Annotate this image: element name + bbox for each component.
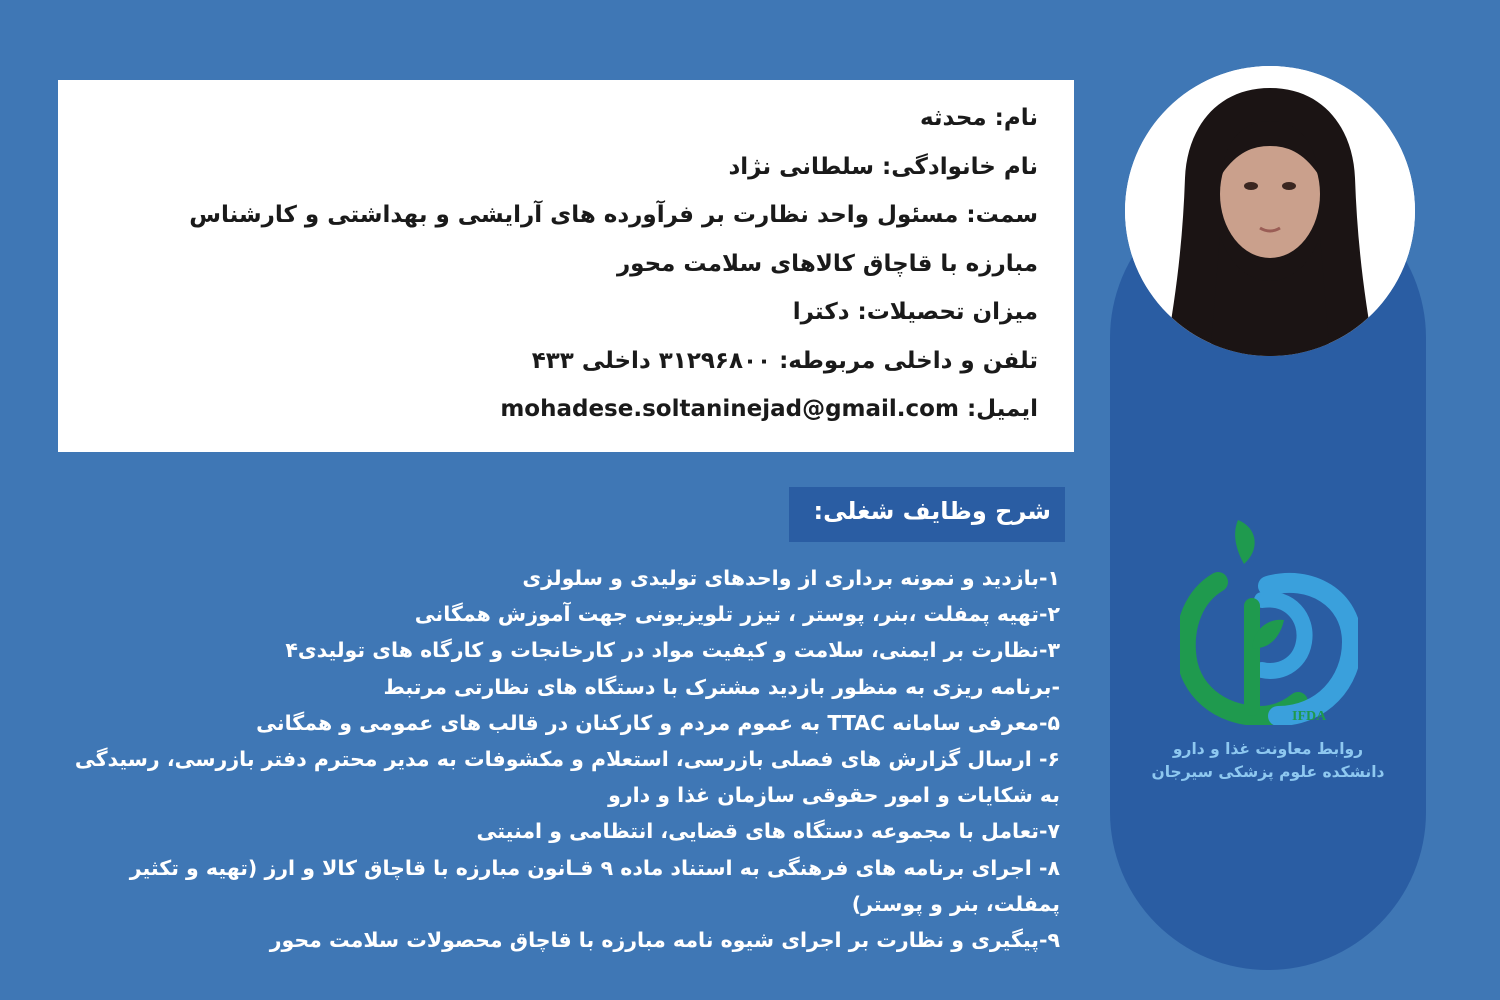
duty-item: ۳-نظارت بر ایمنی، سلامت و کیفیت مواد در کارخانجات و کارگاه های تولیدی۴ [285,638,1060,663]
ifda-logo-text: IFDA [1292,709,1327,724]
phone-line [98,337,1038,386]
organization-line-1: روابط معاونت غذا و دارو [1172,740,1364,758]
duty-item: -برنامه ریزی به منظور بازدید مشترک با دستگاه های نظارتی مرتبط [383,674,1060,699]
profile-photo [1125,66,1415,356]
education-line: میزان تحصیلات: دکترا [792,299,1038,325]
duties-list [40,560,1060,958]
email-label: ایمیل: [958,396,1038,422]
email-line [98,385,1038,434]
position-line-continued: مبارزه با قاچاق کالاهای سلامت محور [616,250,1038,277]
email-value: mohadese.soltaninejad@gmail.com [500,396,959,422]
duty-item: ۶- ارسال گزارش های فصلی بازرسی، استعلام و مکشوفات به مدیر محترم دفتر بازرسی، رسیدگی [74,747,1060,772]
phone-label: تلفن و داخلی مربوطه: [771,347,1038,374]
ifda-logo [1180,520,1358,725]
family-name-line: نام خانوادگی: سلطانی نژاد [728,153,1038,180]
organization-caption [1112,738,1424,784]
position-line: سمت: مسئول واحد نظارت بر فرآورده های آرایشی و بهداشتی و کارشناس [189,202,1038,228]
duty-item: ۹-پیگیری و نظارت بر اجرای شیوه نامه مبارزه با قاچاق محصولات سلامت محور [269,928,1060,953]
duty-item: ۲-تهیه پمفلت ،بنر، پوستر ، تیزر تلویزیونی جهت آموزش همگانی [414,602,1060,627]
profile-info-card [58,80,1074,452]
duty-item: پمفلت، بنر و پوستر) [851,891,1060,916]
name-line: نام: محدثه [919,105,1038,131]
duties-heading: شرح وظایف شغلی: [789,487,1065,542]
duty-item: ۵-معرفی سامانه TTAC به عموم مردم و کارکنان در قالب های عمومی و همگانی [256,710,1060,735]
phone-value: ۳۱۲۹۶۸۰۰ داخلی ۴۳۳ [531,347,772,374]
organization-line-2: دانشکده علوم پزشکی سیرجان [1151,763,1385,781]
duty-item: ۷-تعامل با مجموعه دستگاه های قضایی، انتظامی و امنیتی [476,819,1060,844]
duty-item: ۸- اجرای برنامه های فرهنگی به استناد ماده ۹ قـانون مبارزه با قاچاق کالا و ارز (تهیه و تکثیر [129,855,1060,880]
duty-item: ۱-بازدید و نمونه برداری از واحدهای تولیدی و سلولزی [522,566,1060,590]
duty-item: به شکایات و امور حقوقی سازمان غذا و دارو [608,783,1060,808]
